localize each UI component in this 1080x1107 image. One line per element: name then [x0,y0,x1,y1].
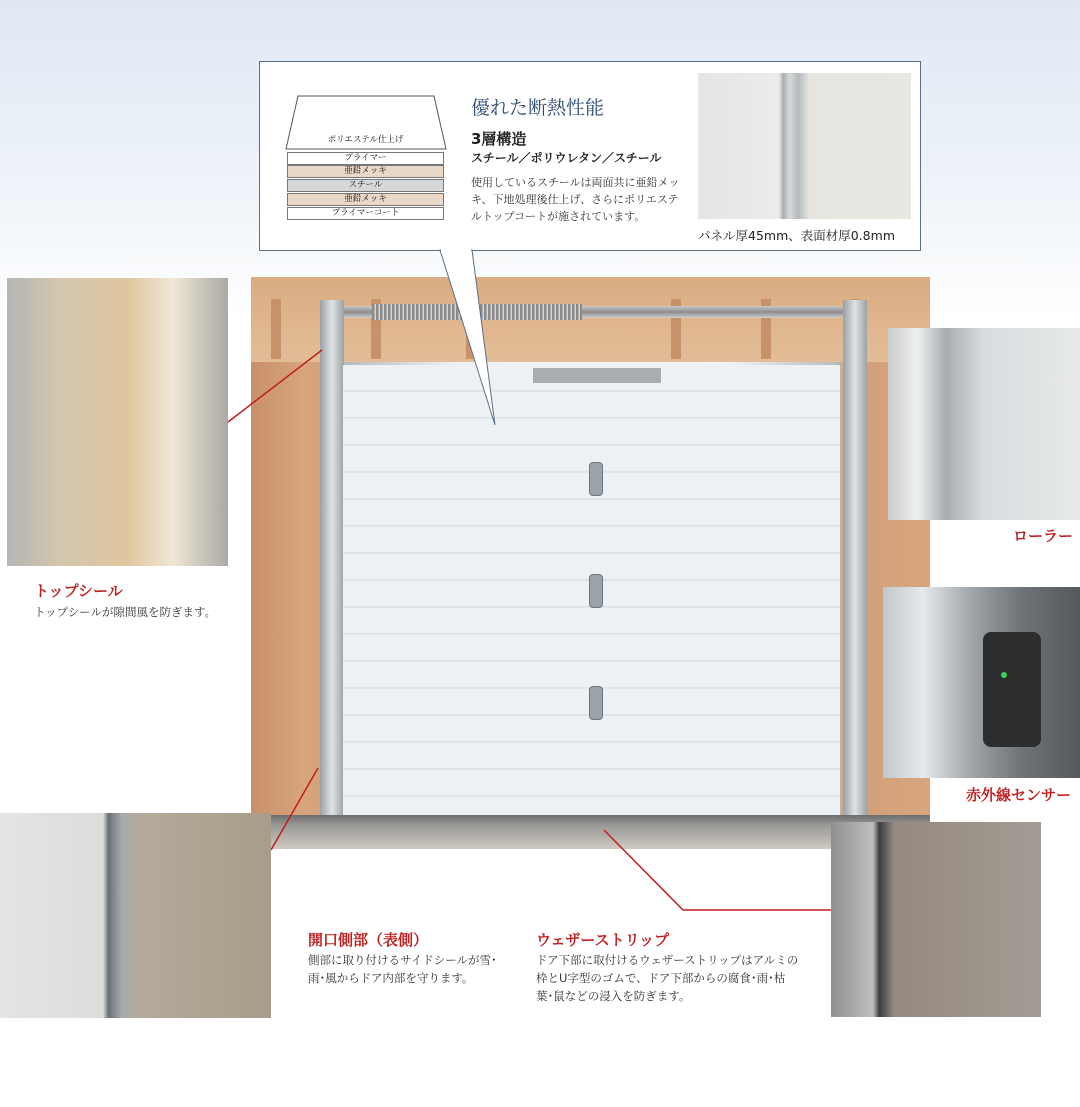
right-track [843,300,867,820]
hinge [589,462,603,496]
roller-title: ローラー [1013,527,1074,545]
wood-header [251,277,930,362]
weather-strip-text: ドア下部に取付けるウェザーストリップはアルミの枠とU字型のゴムで、ドア下部からの腐食･雨･枯葉･鼠などの浸入を防ぎます。 [536,953,799,1003]
insulation-description: 使用しているスチールは両面共に亜鉛メッキ、下地処理後仕上げ、さらにポリエステルトップコートが施されています。 [471,176,680,223]
layer-label: スチール [287,179,444,192]
layer-label: 亜鉛メッキ [287,165,444,178]
left-track [320,300,344,820]
top-seal-photo [7,278,228,566]
panel-cross-section-photo [698,73,911,219]
layer-label: プライマーコート [287,207,444,220]
top-seal-text: トップシールが隙間風を防ぎます。 [34,605,217,619]
roller-photo [888,328,1080,520]
hinge [589,574,603,608]
top-seal-title: トップシール [34,582,123,600]
structure-title: 3層構造 [471,130,527,148]
weather-strip-photo [831,822,1041,1017]
weather-strip-title: ウェザーストリップ [536,931,670,949]
insulation-title: 優れた断熱性能 [471,97,605,119]
sensor-title: 赤外線センサー [966,786,1072,804]
torsion-spring [372,304,582,320]
panel-caption: パネル厚45mm、表面材厚0.8mm [698,228,895,243]
layer-label: 亜鉛メッキ [287,193,444,206]
sensor-photo [883,587,1080,778]
floor [251,815,930,849]
structure-detail: スチール／ポリウレタン／スチール [471,151,662,165]
side-seal-photo [0,813,271,1018]
top-bracket [533,368,661,383]
side-seal-text: 側部に取り付けるサイドシールが雪･雨･風からドア内部を守ります。 [308,953,497,985]
layer-label: プライマー [287,152,444,165]
side-seal-title: 開口側部（表側） [308,931,429,949]
hinge [589,686,603,720]
layer-label: ポリエステル仕上げ [327,135,404,145]
